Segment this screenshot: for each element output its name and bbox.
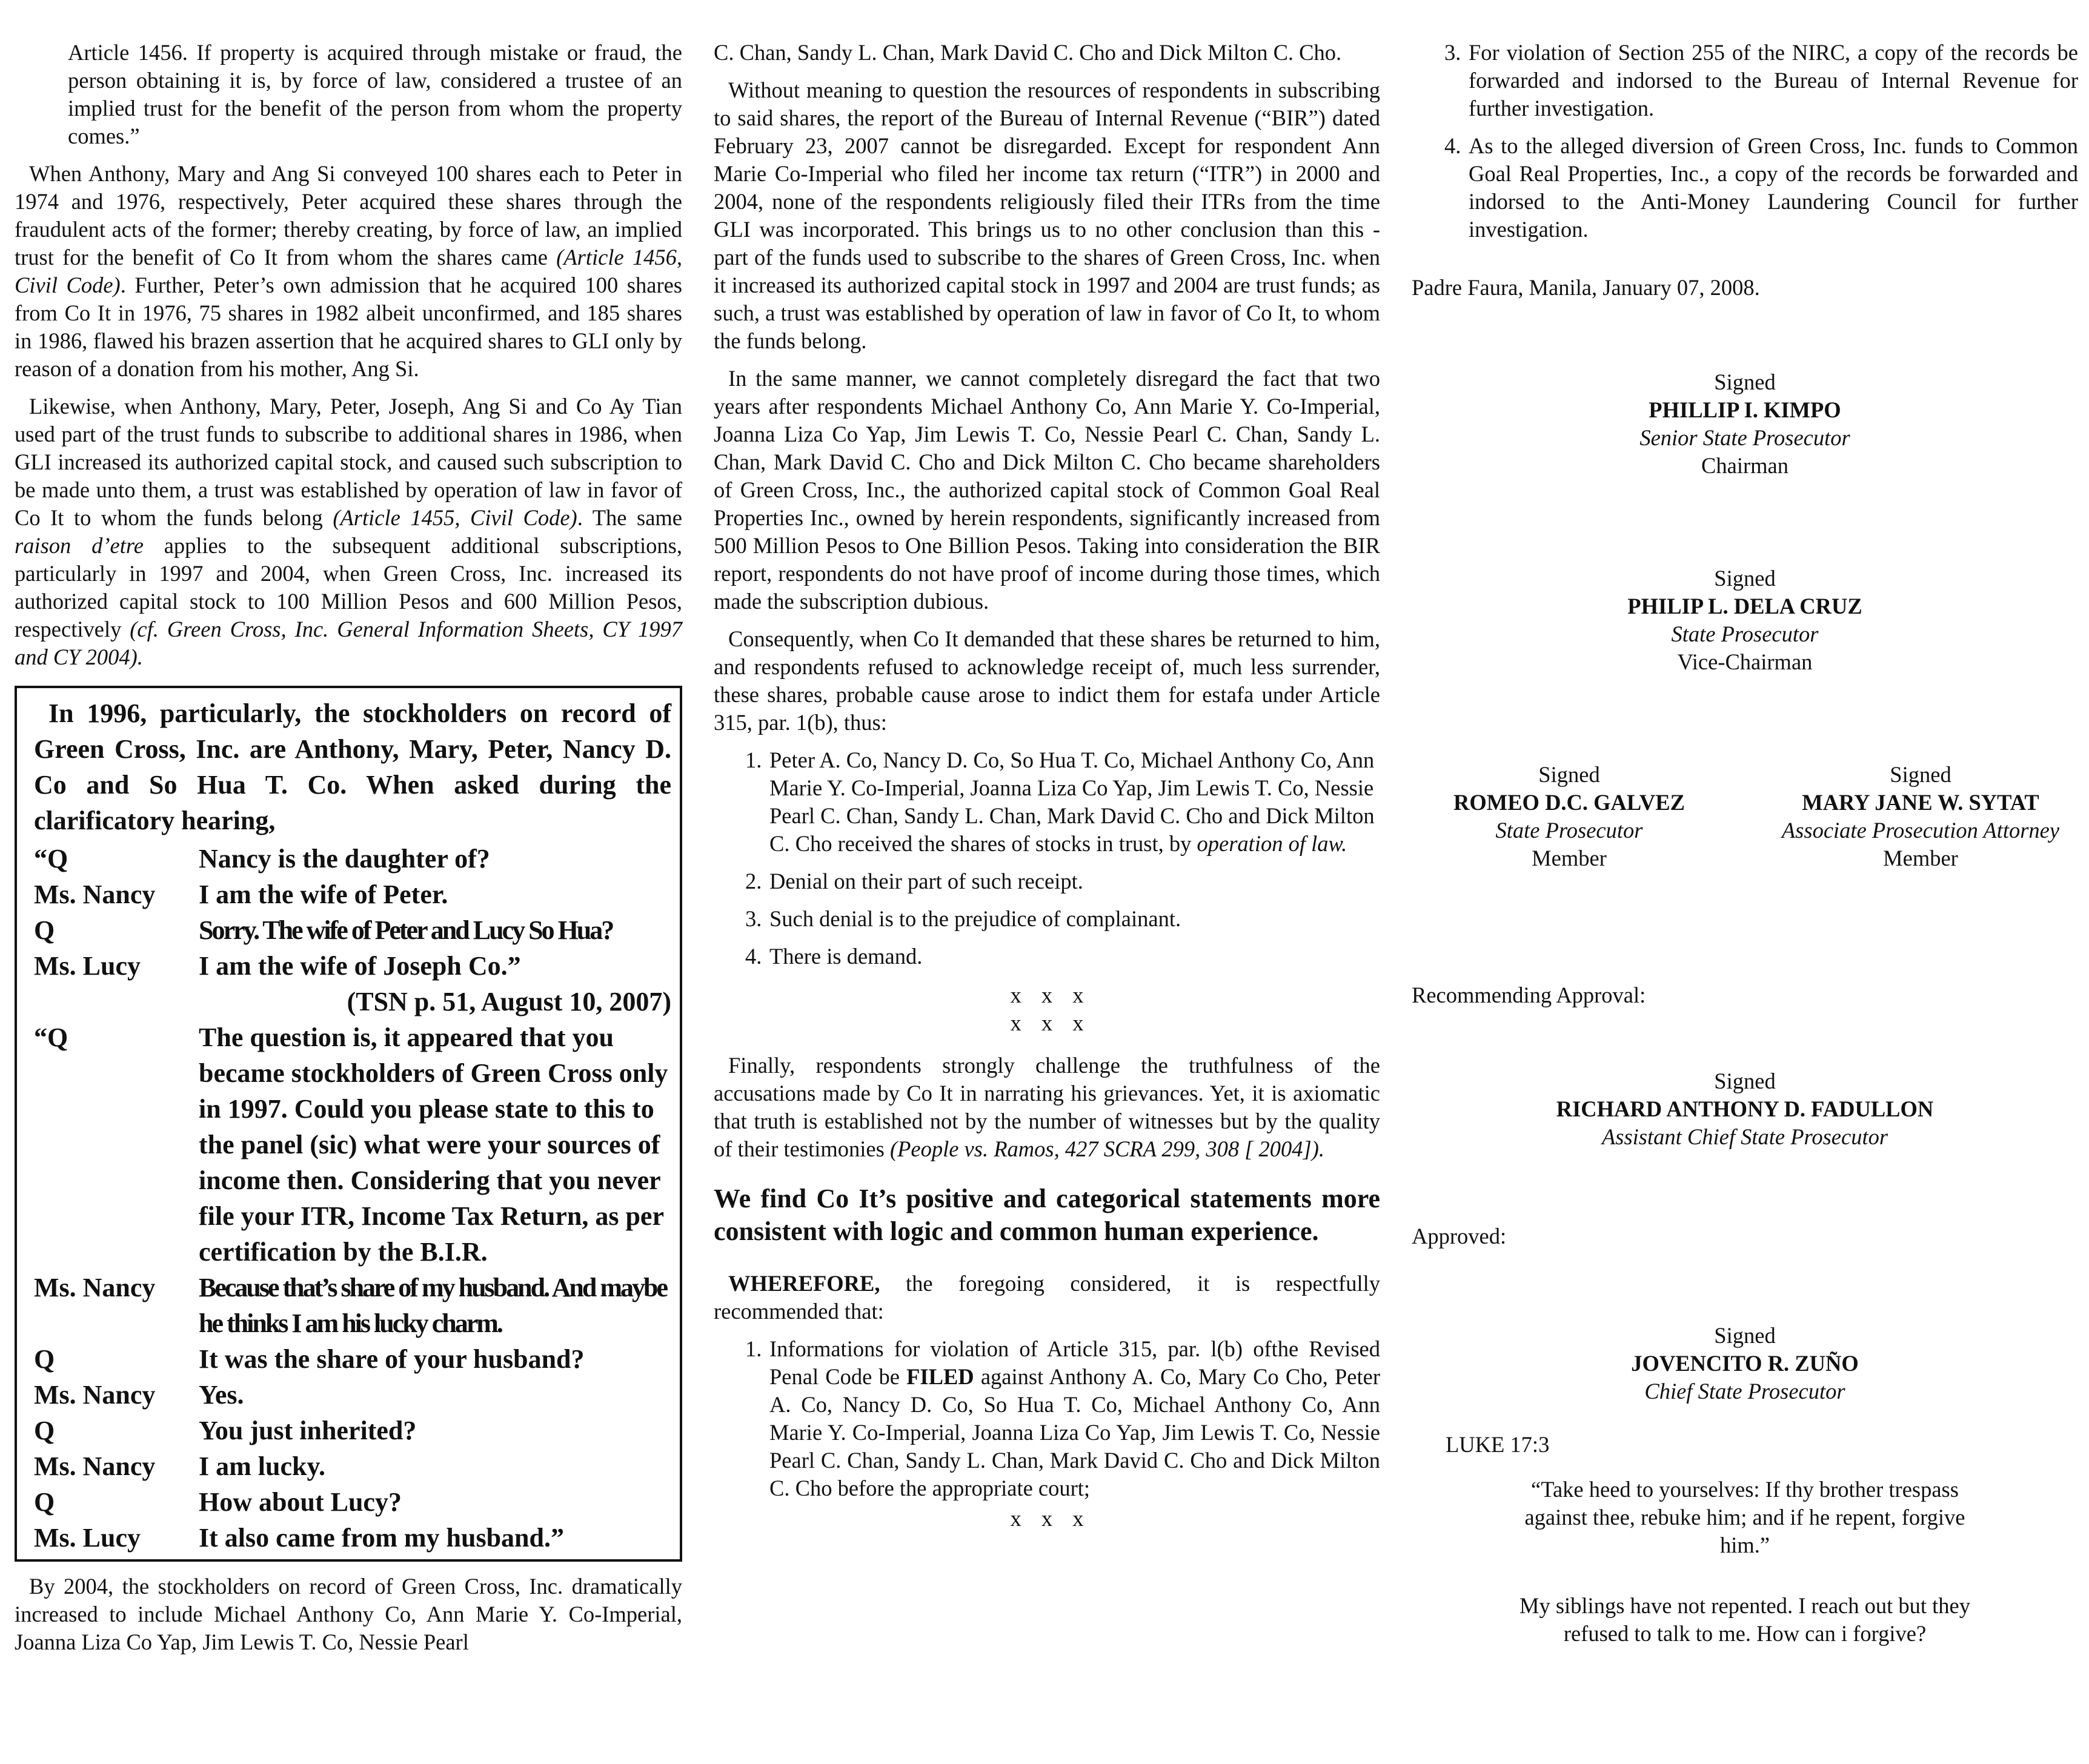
- qa-row: [34, 1448, 671, 1484]
- signatory-name: MARY JANE W. SYTAT: [1802, 790, 2039, 815]
- speaker: Q: [34, 915, 55, 945]
- signatory-title: Assistant Chief State Prosecutor: [1601, 1124, 1888, 1149]
- qa-row: [34, 1270, 671, 1341]
- paragraph-conveyance: [15, 160, 682, 383]
- column-3: [1412, 39, 2078, 1648]
- omission-marks: x x x x x x: [1010, 983, 1084, 1035]
- paragraph-text: When Anthony, Mary and Ang Si conveyed 100 shares each to Peter in 1974 and 1976, respectively, Peter acquired these shares through the fraudulent acts of the former; thereby creating, by force of law, an implied trust for the benefit of Co It from whom the shares came: [15, 161, 682, 270]
- citation: (Article 1456, Civil Code): [15, 245, 682, 297]
- list-item: 1. Peter A. Co, Nancy D. Co, So Hua T. Co, Michael Anthony Co, Ann Marie Y. Co-Imperial, Joanna Liza Co Yap, Jim Lewis T. Co, Nessie Pearl C. Chan, Sandy L. Chan, Mark David C. Cho and Dick Milton C. Cho received the shares of stocks in trust, by operation of law.: [745, 748, 1375, 856]
- transcript-citation: (TSN p. 51, August 10, 2007): [347, 987, 671, 1016]
- list-item-text: Informations for violation of Article 315, par. l(b) ofthe Revised Penal Code be: [769, 1336, 1380, 1389]
- citation: (Article 1455, Civil Code): [333, 505, 577, 530]
- signatory-name: PHILLIP I. KIMPO: [1649, 397, 1841, 422]
- list-item: 4. There is demand.: [745, 943, 1380, 970]
- signature-block-zuno: [1412, 1322, 2078, 1405]
- paragraph-bir-report: Without meaning to question the resources of respondents in subscribing to said shares, the report of the Bureau of Internal Revenue (“BIR”) dated February 23, 2007 cannot be disregarded. Except for respondent Ann Marie Co-Imperial who filed her income tax return (“ITR”) in 2000 and 2004, none of the respondents religiously filed their ITRs from the time GLI was incorporated. This brings us to no other conclusion than this - part of the funds used to subscribe to the shares of Green Cross, Inc. when it increased its authorized capital stock in 1997 and 2004 are trust funds; as such, a trust was established by operation of law in favor of Co It, to whom the funds belong.: [714, 78, 1380, 353]
- column-2: [714, 39, 1380, 1533]
- qa-row: [34, 841, 671, 877]
- list-item: 2. Denial on their part of such receipt.: [745, 867, 1380, 895]
- paragraph-text: applies to the subsequent additional subscriptions, particularly in 1997 and 2004, when Green Cross, Inc. increased its authorized capital stock to 100 Million Pesos and 600 Million Pesos, respectively: [15, 533, 682, 642]
- bible-verse-text: “Take heed to yourselves: If thy brother trespass against thee, rebuke him; and if he repent, forgive him.”: [1524, 1477, 1965, 1557]
- wherefore-label: WHEREFORE,: [728, 1271, 880, 1296]
- paragraph-text: the foregoing considered, it is respectfully recommended that:: [714, 1271, 1380, 1324]
- signature-block-galvez: [1412, 761, 1727, 872]
- signature-block-sytat: [1751, 761, 2089, 872]
- speaker: Q: [34, 1416, 55, 1445]
- signatory-title: State Prosecutor: [1671, 622, 1819, 646]
- paragraph-estafa: Consequently, when Co It demanded that these shares be returned to him, and respondents refused to acknowledge receipt of, much less surrender, these shares, probable cause arose to indict them for estafa under Article 315, par. 1(b), thus:: [714, 626, 1380, 735]
- estafa-elements-list: [745, 746, 1380, 970]
- signatory-name: PHILIP L. DELA CRUZ: [1627, 594, 1862, 618]
- answer-text: I am lucky.: [199, 1451, 326, 1481]
- qa-row: [34, 877, 671, 912]
- list-item-text: There is demand.: [769, 944, 923, 969]
- paragraph-common-goal: In the same manner, we cannot completely disregard the fact that two years after respondents Michael Anthony Co, Ann Marie Y. Co-Imperial, Joanna Liza Co Yap, Jim Lewis T. Co, Nessie Pearl C. Chan, Sandy L. Chan, Mark David C. Cho and Dick Milton C. Cho became shareholders of Green Cross, Inc., the authorized capital stock of Common Goal Real Properties Inc., owned by herein respondents, significantly increased from 500 Million Pesos to One Billion Pesos. Taking into consideration the BIR report, respondents do not have proof of income during those times, which made the subscription dubious.: [714, 366, 1380, 614]
- recommending-approval-label: Recommending Approval:: [1412, 983, 1646, 1007]
- signatory-name: RICHARD ANTHONY D. FADULLON: [1556, 1096, 1934, 1121]
- answer-text: You just inherited?: [199, 1416, 417, 1445]
- signatory-title: State Prosecutor: [1495, 818, 1643, 843]
- speaker: Ms. Lucy: [34, 951, 141, 981]
- qa-row: [34, 912, 671, 948]
- speaker: Ms. Nancy: [34, 1451, 156, 1481]
- speaker: “Q: [34, 1023, 68, 1052]
- answer-text: Sorry. The wife of Peter and Lucy So Hua?: [199, 915, 613, 945]
- signature-block-kimpo: [1412, 368, 2078, 480]
- recommendation-list-continued: [1444, 39, 2078, 244]
- bible-verse-reference: LUKE 17:3: [1446, 1432, 1550, 1457]
- qa-row: [34, 1520, 671, 1556]
- signatory-role: Vice-Chairman: [1677, 649, 1813, 674]
- testimony-box: [15, 686, 682, 1562]
- speaker: Ms. Nancy: [34, 1380, 156, 1410]
- paragraph-text: . Further, Peter’s own admission that he acquired 100 shares from Co It in 1976, 75 shares in 1982 albeit unconfirmed, and 185 shares in 1986, flawed his brazen assertion that he acquired shares to GLI only by reason of a donation from his mother, Ang Si.: [15, 273, 683, 381]
- place-date: Padre Faura, Manila, January 07, 2008.: [1412, 275, 1760, 300]
- signatory-name: JOVENCITO R. ZUÑO: [1631, 1351, 1859, 1376]
- list-item: 4. As to the alleged diversion of Green Cross, Inc. funds to Common Goal Real Properties, Inc., a copy of the records be forwarded and indorsed to the Anti-Money Laundering Council for further investigation.: [1444, 132, 2078, 244]
- answer-text: The question is, it appeared that you became stockholders of Green Cross only in 1997. Could you please state to this to the panel (sic) what were your sources of income then. Considering that you never file your ITR, Income Tax Return, as per certification by the B.I.R.: [199, 1023, 668, 1267]
- speaker: Ms. Nancy: [34, 1273, 156, 1302]
- answer-text: I am the wife of Peter.: [199, 880, 448, 909]
- signatory-role: Member: [1532, 846, 1607, 870]
- speaker: “Q: [34, 844, 68, 874]
- signatory-role: Member: [1883, 846, 1958, 870]
- signed-label: Signed: [1714, 1069, 1776, 1093]
- list-item-text: against Anthony A. Co, Mary Co Cho, Peter A. Co, Nancy D. Co, So Hua T. Co, Michael Anthony Co, Ann Marie Y. Co-Imperial, Joanna Liza Co Yap, Jim Lewis T. Co, Nessie Pearl C. Chan, Sandy L. Chan, Mark David C. Cho and Dick Milton C. Cho before the appropriate court;: [769, 1364, 1380, 1500]
- speaker: Q: [34, 1344, 55, 1374]
- signed-label: Signed: [1714, 1323, 1776, 1348]
- citation: (cf. Green Cross, Inc. General Information Sheets, CY 1997 and CY 2004).: [15, 617, 682, 669]
- list-item: 3. Such denial is to the prejudice of complainant.: [745, 905, 1380, 933]
- signed-label: Signed: [1714, 566, 1776, 591]
- testimony-lead: In 1996, particularly, the stockholders on record of Green Cross, Inc. are Anthony, Mary, Peter, Nancy D. Co and So Hua T. Co. When asked during the clarificatory hearing,: [34, 698, 671, 835]
- paragraph-continuation: C. Chan, Sandy L. Chan, Mark David C. Cho and Dick Milton C. Cho.: [714, 40, 1342, 65]
- qa-row: [34, 1020, 671, 1270]
- qa-row: [34, 1413, 671, 1448]
- recommendation-list: [745, 1335, 1380, 1502]
- paragraph-text: Likewise, when Anthony, Mary, Peter, Joseph, Ang Si and Co Ay Tian used part of the trust funds to subscribe to additional shares in 1986, when GLI increased its authorized capital stock, and caused such subscription to be made unto them, a trust was established by operation of law in favor of Co It to whom the funds belong: [15, 394, 682, 530]
- wherefore-paragraph: [714, 1270, 1380, 1325]
- signature-block-fadullon: [1412, 1067, 2078, 1151]
- signed-label: Signed: [1538, 762, 1600, 787]
- answer-text: How about Lucy?: [199, 1487, 402, 1517]
- finding-heading: We find Co It’s positive and categorical statements more consistent with logic and common human experience.: [714, 1184, 1380, 1246]
- qa-row: [34, 1484, 671, 1520]
- speaker: Q: [34, 1487, 55, 1517]
- list-item-text: Such denial is to the prejudice of complainant.: [769, 906, 1181, 931]
- paragraph-text: Finally, respondents strongly challenge the truthfulness of the accusations made by Co It in narrating his grievances. Yet, it is axiomatic that truth is established not by the number of witnesses but by the quality of their testimonies: [714, 1053, 1380, 1161]
- list-item: 3. For violation of Section 255 of the NIRC, a copy of the records be forwarded and indorsed to the Bureau of Internal Revenue for further investigation.: [1444, 39, 2078, 122]
- signatory-role: Chairman: [1701, 453, 1788, 478]
- answer-text: Yes.: [199, 1380, 244, 1410]
- qa-row: [34, 1341, 671, 1377]
- omission-marks: x x x: [1010, 1506, 1084, 1531]
- answer-text: Because that’s share of my husband. And maybe he thinks I am his lucky charm.: [199, 1273, 667, 1338]
- column-1: [15, 39, 682, 1666]
- signature-row-members: [1412, 761, 2078, 872]
- signatory-title: Senior State Prosecutor: [1639, 425, 1850, 450]
- qa-row: [34, 948, 671, 984]
- paragraph-truthfulness: [714, 1052, 1380, 1163]
- approved-label: Approved:: [1412, 1224, 1507, 1248]
- paragraph-trust-funds: [15, 393, 682, 671]
- answer-text: It was the share of your husband?: [199, 1344, 585, 1374]
- signed-label: Signed: [1714, 370, 1776, 394]
- list-item-text: Peter A. Co, Nancy D. Co, So Hua T. Co, Michael Anthony Co, Ann Marie Y. Co-Imperial, Joanna Liza Co Yap, Jim Lewis T. Co, Nessie Pearl C. Chan, Sandy L. Chan, Mark David C. Cho and Dick Milton C. Cho received the shares of stocks in trust, by: [769, 748, 1375, 856]
- speaker: Ms. Nancy: [34, 880, 156, 909]
- answer-text: It also came from my husband.”: [199, 1523, 565, 1553]
- qa-row: [34, 1377, 671, 1413]
- list-item-emphasis: operation of law.: [1197, 831, 1347, 856]
- list-item-text: Denial on their part of such receipt.: [769, 869, 1083, 894]
- list-item: 1. Informations for violation of Article 315, par. l(b) ofthe Revised Penal Code be FILED against Anthony A. Co, Mary Co Cho, Peter A. Co, Nancy D. Co, So Hua T. Co, Michael Anthony Co, Ann Marie Y. Co-Imperial, Joanna Liza Co Yap, Jim Lewis T. Co, Nessie Pearl C. Chan, Sandy L. Chan, Mark David C. Cho and Dick Milton C. Cho before the appropriate court;: [745, 1336, 1380, 1500]
- signatory-title: Chief State Prosecutor: [1644, 1379, 1845, 1404]
- closing-remark: My siblings have not repented. I reach out but they refused to talk to me. How can i forgive?: [1519, 1593, 1970, 1646]
- list-item-emphasis: FILED: [906, 1364, 974, 1389]
- speaker: Ms. Lucy: [34, 1523, 141, 1553]
- signed-label: Signed: [1890, 762, 1951, 787]
- latin-term: raison d’etre: [15, 533, 144, 558]
- list-item-text: As to the alleged diversion of Green Cross, Inc. funds to Common Goal Real Properties, Inc., a copy of the records be forwarded and indorsed to the Anti-Money Laundering Council for further investigation.: [1469, 133, 2078, 242]
- citation: (People vs. Ramos, 427 SCRA 299, 308 [ 2004]).: [889, 1136, 1325, 1161]
- answer-text: I am the wife of Joseph Co.”: [199, 951, 521, 981]
- paragraph-text: . The same: [577, 505, 682, 530]
- signatory-name: ROMEO D.C. GALVEZ: [1453, 790, 1685, 815]
- paragraph-2004-stockholders: By 2004, the stockholders on record of Green Cross, Inc. dramatically increased to include Michael Anthony Co, Ann Marie Y. Co-Imperial, Joanna Liza Co Yap, Jim Lewis T. Co, Nessie Pearl: [15, 1574, 682, 1654]
- signatory-title: Associate Prosecution Attorney: [1781, 818, 2060, 843]
- article-1456-quote: Article 1456. If property is acquired through mistake or fraud, the person obtaining it is, by force of law, considered a trustee of an implied trust for the benefit of the person from whom the property comes.”: [68, 40, 682, 148]
- signature-block-dela-cruz: [1412, 565, 2078, 676]
- list-item-text: For violation of Section 255 of the NIRC, a copy of the records be forwarded and indorsed to the Bureau of Internal Revenue for further investigation.: [1469, 40, 2078, 121]
- answer-text: Nancy is the daughter of?: [199, 844, 490, 874]
